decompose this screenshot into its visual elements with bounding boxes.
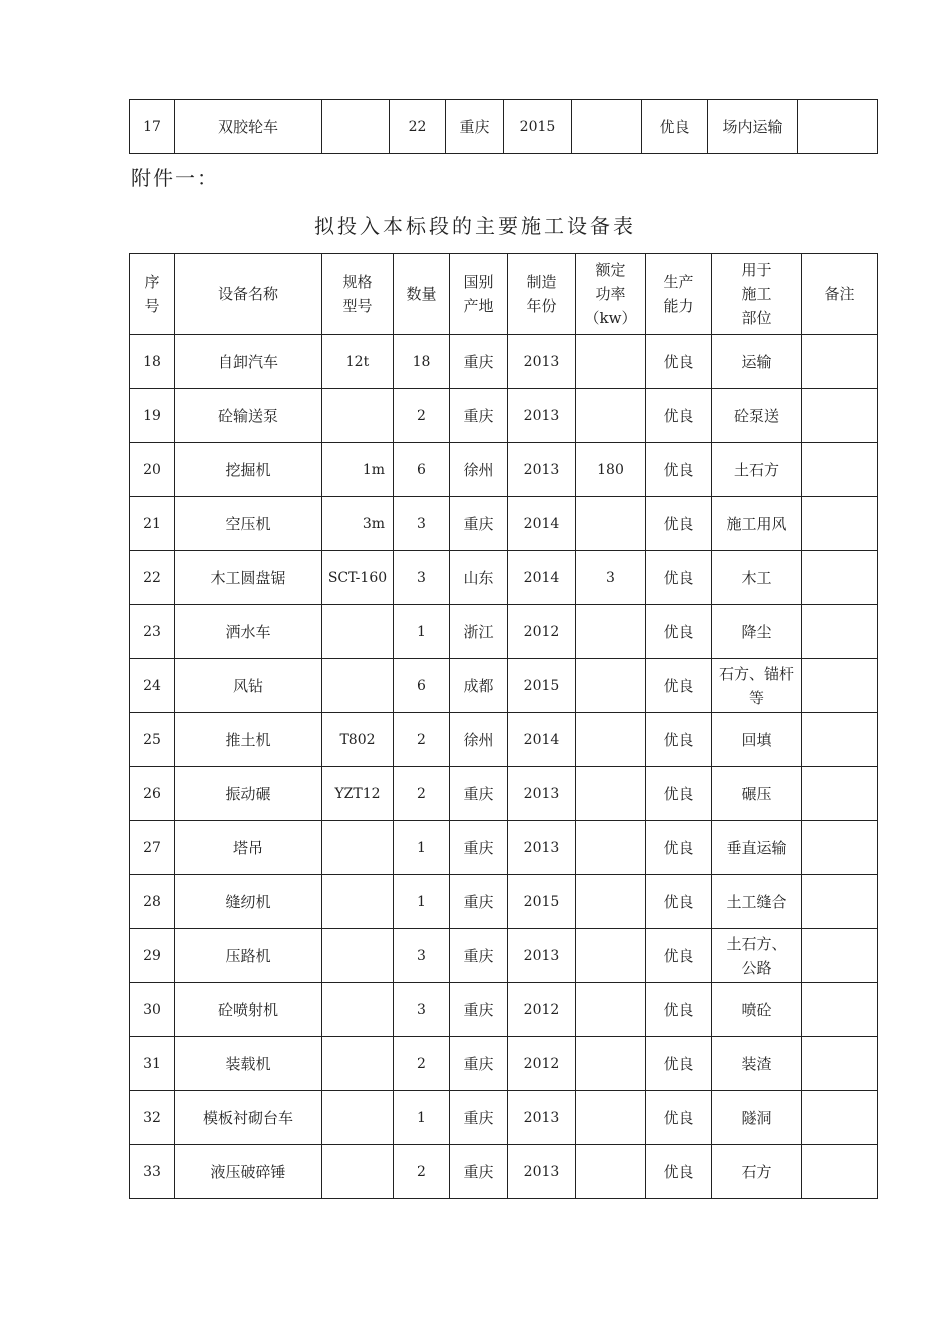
cell-origin: 重庆 bbox=[450, 983, 508, 1037]
cell-usage: 装渣 bbox=[712, 1037, 802, 1091]
cell-spec: 3m bbox=[322, 497, 394, 551]
cell-origin: 浙江 bbox=[450, 605, 508, 659]
cell-name: 双胶轮车 bbox=[175, 100, 322, 154]
cell-origin: 重庆 bbox=[450, 497, 508, 551]
cell-qty: 1 bbox=[394, 605, 450, 659]
header-name: 设备名称 bbox=[175, 254, 322, 335]
cell-year: 2012 bbox=[508, 605, 576, 659]
cell-usage: 碾压 bbox=[712, 767, 802, 821]
cell-year: 2012 bbox=[508, 1037, 576, 1091]
table-title: 拟投入本标段的主要施工设备表 bbox=[314, 214, 636, 238]
cell-no: 23 bbox=[130, 605, 175, 659]
cell-no: 26 bbox=[130, 767, 175, 821]
cell-name: 缝纫机 bbox=[175, 875, 322, 929]
cell-remark bbox=[802, 497, 878, 551]
cell-spec: 1m bbox=[322, 443, 394, 497]
cell-name: 挖掘机 bbox=[175, 443, 322, 497]
table-row bbox=[130, 389, 878, 443]
cell-year: 2014 bbox=[508, 551, 576, 605]
cell-no: 22 bbox=[130, 551, 175, 605]
header-remark: 备注 bbox=[802, 254, 878, 335]
cell-spec bbox=[322, 1037, 394, 1091]
cell-origin: 重庆 bbox=[446, 100, 504, 154]
cell-capacity: 优良 bbox=[646, 1091, 712, 1145]
cell-power bbox=[576, 875, 646, 929]
cell-qty: 3 bbox=[394, 929, 450, 983]
header-origin: 国别 产地 bbox=[450, 254, 508, 335]
cell-qty: 6 bbox=[394, 659, 450, 713]
cell-origin: 重庆 bbox=[450, 389, 508, 443]
cell-power bbox=[576, 605, 646, 659]
cell-qty: 2 bbox=[394, 767, 450, 821]
header-spec: 规格 型号 bbox=[322, 254, 394, 335]
cell-name: 木工圆盘锯 bbox=[175, 551, 322, 605]
cell-power bbox=[572, 100, 642, 154]
cell-usage: 土工缝合 bbox=[712, 875, 802, 929]
cell-origin: 徐州 bbox=[450, 713, 508, 767]
cell-remark bbox=[802, 389, 878, 443]
cell-capacity: 优良 bbox=[646, 1145, 712, 1199]
cell-no: 30 bbox=[130, 983, 175, 1037]
cell-no: 18 bbox=[130, 335, 175, 389]
cell-capacity: 优良 bbox=[646, 389, 712, 443]
cell-remark bbox=[802, 659, 878, 713]
table-row bbox=[130, 497, 878, 551]
cell-usage: 施工用风 bbox=[712, 497, 802, 551]
cell-capacity: 优良 bbox=[642, 100, 708, 154]
cell-no: 24 bbox=[130, 659, 175, 713]
cell-no: 28 bbox=[130, 875, 175, 929]
header-capacity: 生产 能力 bbox=[646, 254, 712, 335]
cell-year: 2015 bbox=[508, 875, 576, 929]
cell-power bbox=[576, 1037, 646, 1091]
table-row bbox=[130, 821, 878, 875]
table-row bbox=[130, 1145, 878, 1199]
cell-qty: 2 bbox=[394, 713, 450, 767]
cell-origin: 重庆 bbox=[450, 929, 508, 983]
cell-year: 2013 bbox=[508, 443, 576, 497]
cell-spec bbox=[322, 983, 394, 1037]
cell-power bbox=[576, 389, 646, 443]
cell-qty: 2 bbox=[394, 389, 450, 443]
cell-year: 2014 bbox=[508, 497, 576, 551]
cell-name: 砼输送泵 bbox=[175, 389, 322, 443]
table-row bbox=[130, 335, 878, 389]
cell-spec: T802 bbox=[322, 713, 394, 767]
cell-qty: 3 bbox=[394, 983, 450, 1037]
cell-spec bbox=[322, 389, 394, 443]
cell-remark bbox=[802, 1091, 878, 1145]
cell-usage: 木工 bbox=[712, 551, 802, 605]
cell-qty: 1 bbox=[394, 1091, 450, 1145]
cell-capacity: 优良 bbox=[646, 983, 712, 1037]
cell-usage: 砼泵送 bbox=[712, 389, 802, 443]
cell-capacity: 优良 bbox=[646, 875, 712, 929]
header-row bbox=[130, 254, 878, 335]
cell-name: 塔吊 bbox=[175, 821, 322, 875]
cell-origin: 重庆 bbox=[450, 875, 508, 929]
cell-capacity: 优良 bbox=[646, 767, 712, 821]
cell-power bbox=[576, 335, 646, 389]
cell-power bbox=[576, 659, 646, 713]
cell-name: 风钻 bbox=[175, 659, 322, 713]
cell-spec bbox=[322, 659, 394, 713]
cell-power: 3 bbox=[576, 551, 646, 605]
cell-usage: 降尘 bbox=[712, 605, 802, 659]
table-row bbox=[130, 1037, 878, 1091]
cell-no: 31 bbox=[130, 1037, 175, 1091]
cell-capacity: 优良 bbox=[646, 443, 712, 497]
table-row bbox=[130, 551, 878, 605]
cell-usage: 垂直运输 bbox=[712, 821, 802, 875]
cell-remark bbox=[802, 443, 878, 497]
cell-spec bbox=[322, 100, 390, 154]
cell-usage: 喷砼 bbox=[712, 983, 802, 1037]
cell-usage: 石方、锚杆 等 bbox=[712, 659, 802, 713]
cell-qty: 3 bbox=[394, 551, 450, 605]
cell-power bbox=[576, 1145, 646, 1199]
table-row bbox=[130, 443, 878, 497]
cell-year: 2013 bbox=[508, 1145, 576, 1199]
cell-qty: 6 bbox=[394, 443, 450, 497]
cell-no: 33 bbox=[130, 1145, 175, 1199]
cell-origin: 成都 bbox=[450, 659, 508, 713]
cell-capacity: 优良 bbox=[646, 713, 712, 767]
cell-remark bbox=[802, 983, 878, 1037]
cell-year: 2012 bbox=[508, 983, 576, 1037]
cell-year: 2013 bbox=[508, 767, 576, 821]
cell-no: 32 bbox=[130, 1091, 175, 1145]
cell-no: 25 bbox=[130, 713, 175, 767]
cell-name: 装载机 bbox=[175, 1037, 322, 1091]
table-row bbox=[130, 713, 878, 767]
cell-no: 21 bbox=[130, 497, 175, 551]
cell-remark bbox=[802, 1145, 878, 1199]
cell-remark bbox=[802, 551, 878, 605]
cell-remark bbox=[802, 929, 878, 983]
cell-remark bbox=[802, 605, 878, 659]
cell-usage: 土石方 bbox=[712, 443, 802, 497]
cell-capacity: 优良 bbox=[646, 929, 712, 983]
cell-power bbox=[576, 821, 646, 875]
cell-remark bbox=[802, 767, 878, 821]
cell-usage: 场内运输 bbox=[708, 100, 798, 154]
cell-name: 压路机 bbox=[175, 929, 322, 983]
cell-qty: 2 bbox=[394, 1145, 450, 1199]
cell-name: 空压机 bbox=[175, 497, 322, 551]
cell-qty: 2 bbox=[394, 1037, 450, 1091]
cell-power bbox=[576, 767, 646, 821]
cell-origin: 重庆 bbox=[450, 1037, 508, 1091]
header-qty: 数量 bbox=[394, 254, 450, 335]
cell-usage: 隧洞 bbox=[712, 1091, 802, 1145]
cell-origin: 重庆 bbox=[450, 1145, 508, 1199]
cell-spec bbox=[322, 605, 394, 659]
table-row bbox=[130, 659, 878, 713]
cell-origin: 重庆 bbox=[450, 767, 508, 821]
cell-year: 2015 bbox=[504, 100, 572, 154]
cell-power bbox=[576, 1091, 646, 1145]
cell-no: 17 bbox=[130, 100, 175, 154]
cell-remark bbox=[798, 100, 878, 154]
cell-year: 2014 bbox=[508, 713, 576, 767]
cell-year: 2015 bbox=[508, 659, 576, 713]
cell-spec bbox=[322, 1145, 394, 1199]
cell-power bbox=[576, 983, 646, 1037]
cell-capacity: 优良 bbox=[646, 659, 712, 713]
cell-year: 2013 bbox=[508, 1091, 576, 1145]
cell-name: 推土机 bbox=[175, 713, 322, 767]
cell-no: 19 bbox=[130, 389, 175, 443]
cell-power bbox=[576, 713, 646, 767]
cell-capacity: 优良 bbox=[646, 551, 712, 605]
cell-origin: 重庆 bbox=[450, 1091, 508, 1145]
cell-remark bbox=[802, 335, 878, 389]
cell-capacity: 优良 bbox=[646, 1037, 712, 1091]
cell-name: 洒水车 bbox=[175, 605, 322, 659]
cell-remark bbox=[802, 875, 878, 929]
cell-no: 29 bbox=[130, 929, 175, 983]
cell-spec: 12t bbox=[322, 335, 394, 389]
header-power: 额定 功率 （kw） bbox=[576, 254, 646, 335]
cell-capacity: 优良 bbox=[646, 335, 712, 389]
cell-usage: 运输 bbox=[712, 335, 802, 389]
cell-remark bbox=[802, 713, 878, 767]
cell-qty: 3 bbox=[394, 497, 450, 551]
header-no: 序 号 bbox=[130, 254, 175, 335]
cell-origin: 徐州 bbox=[450, 443, 508, 497]
cell-spec: SCT-160 bbox=[322, 551, 394, 605]
cell-spec bbox=[322, 821, 394, 875]
table-row bbox=[130, 605, 878, 659]
cell-power bbox=[576, 929, 646, 983]
cell-usage: 土石方、 公路 bbox=[712, 929, 802, 983]
cell-qty: 22 bbox=[390, 100, 446, 154]
cell-remark bbox=[802, 821, 878, 875]
table-row bbox=[130, 1091, 878, 1145]
table-row bbox=[130, 875, 878, 929]
cell-year: 2013 bbox=[508, 821, 576, 875]
table-row bbox=[130, 767, 878, 821]
table-row bbox=[130, 929, 878, 983]
cell-no: 20 bbox=[130, 443, 175, 497]
header-usage: 用于 施工 部位 bbox=[712, 254, 802, 335]
cell-origin: 重庆 bbox=[450, 335, 508, 389]
cell-qty: 18 bbox=[394, 335, 450, 389]
cell-origin: 山东 bbox=[450, 551, 508, 605]
cell-spec bbox=[322, 1091, 394, 1145]
cell-qty: 1 bbox=[394, 821, 450, 875]
cell-name: 砼喷射机 bbox=[175, 983, 322, 1037]
cell-power: 180 bbox=[576, 443, 646, 497]
cell-remark bbox=[802, 1037, 878, 1091]
cell-name: 自卸汽车 bbox=[175, 335, 322, 389]
cell-year: 2013 bbox=[508, 929, 576, 983]
cell-spec bbox=[322, 875, 394, 929]
cell-origin: 重庆 bbox=[450, 821, 508, 875]
cell-year: 2013 bbox=[508, 335, 576, 389]
cell-usage: 回填 bbox=[712, 713, 802, 767]
cell-name: 液压破碎锤 bbox=[175, 1145, 322, 1199]
cell-name: 振动碾 bbox=[175, 767, 322, 821]
cell-capacity: 优良 bbox=[646, 605, 712, 659]
cell-year: 2013 bbox=[508, 389, 576, 443]
equipment-table bbox=[129, 253, 878, 1199]
table-row bbox=[130, 983, 878, 1037]
cell-capacity: 优良 bbox=[646, 821, 712, 875]
cell-usage: 石方 bbox=[712, 1145, 802, 1199]
cell-power bbox=[576, 497, 646, 551]
appendix-label: 附件一： bbox=[131, 166, 219, 190]
cell-capacity: 优良 bbox=[646, 497, 712, 551]
cell-no: 27 bbox=[130, 821, 175, 875]
cell-spec: YZT12 bbox=[322, 767, 394, 821]
cell-qty: 1 bbox=[394, 875, 450, 929]
table-row bbox=[130, 100, 878, 154]
cell-spec bbox=[322, 929, 394, 983]
cell-name: 模板衬砌台车 bbox=[175, 1091, 322, 1145]
header-year: 制造 年份 bbox=[508, 254, 576, 335]
continued-table bbox=[129, 99, 878, 154]
